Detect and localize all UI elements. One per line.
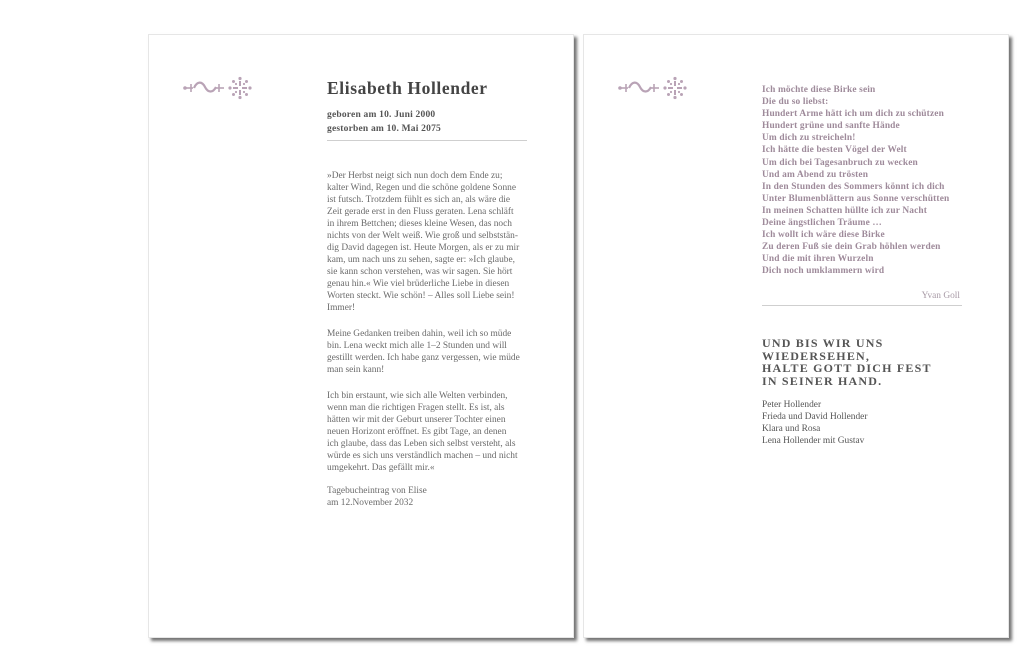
floral-ornament-icon [182,75,254,101]
heading-line: HALTE GOTT DICH FEST [762,361,932,375]
text-line: bin. Lena weckt mich alle 1–2 Stunden und will [327,341,507,351]
text-line: neuen Horizont eröffnet. Es gibt Tage, an denen [327,427,507,437]
poem-line: Ich möchte diese Birke sein [762,85,876,95]
text-line: Zeit gerade erst in den Fluss geraten. Lena schläft [327,207,514,217]
text-line: genau hin.« Wie viel brüderliche Liebe in diesen [327,279,510,289]
diary-paragraph-3 [327,390,518,474]
signature-line: am 12.November 2032 [327,498,414,508]
text-line: nichts von der Welt weiß. Wie groß und selbststän- [327,231,518,241]
text-line: Meine Gedanken treiben dahin, weil ich so müde [327,329,512,339]
text-line: Immer! [327,303,356,313]
mourner-name: Frieda und David Hollender [762,412,868,422]
poem [762,84,949,278]
text-line: hätten wir mit der Geburt unserer Tochter einen [327,415,506,425]
poem-line: Und am Abend zu trösten [762,169,869,180]
heading-line: WIEDERSEHEN, [762,348,871,363]
poem-line: Deine ängstlichen Träume … [762,218,882,229]
mourners-list [762,399,867,447]
diary-paragraph-2 [327,328,520,376]
poem-line: In meinen Schatten hüllte ich zur Nacht [762,205,928,216]
poem-line: Zu deren Fuß sie dein Grab höhlen werden [762,242,941,253]
poem-line: Um dich zu streicheln! [762,133,856,144]
right-page [583,34,1009,638]
mourner-name: Klara und Rosa [762,424,821,434]
birth-date: geboren am 10. Juni 2000 [327,110,436,120]
mourner-name: Lena Hollender mit Gustav [762,436,865,446]
text-line: würde es sich uns verständlich machen – und nicht [327,451,518,461]
floral-ornament-icon [617,75,689,101]
heading-line: IN SEINER HAND. [762,373,883,388]
heading-line: UND BIS WIR UNS [762,336,884,350]
poem-line: Ich wollt ich wäre diese Birke [762,230,885,241]
diary-paragraph-1 [327,170,519,314]
mourner-name: Peter Hollender [762,400,822,410]
death-date: gestorben am 10. Mai 2075 [327,124,441,134]
diary-signature [327,485,427,509]
poem-line: Ich hätte die besten Vögel der Welt [762,145,907,156]
poem-line: Um dich bei Tagesanbruch zu wecken [762,157,918,168]
text-line: Worten steckt. Wie schön! – Alles soll Liebe sein! [327,291,515,301]
text-line: gestillt werden. Ich habe ganz vergessen, wie müde [327,353,520,363]
farewell-heading [762,337,932,387]
text-line: »Der Herbst neigt sich nun doch dem Ende zu; [327,171,503,181]
text-line: kalter Wind, Regen und die schöne goldene Sonne [327,183,516,193]
poem-line: Die du so liebst: [762,97,829,108]
text-line: dig David dagegen ist. Heute Morgen, als er zu mir [327,243,520,253]
signature-line: Tagebucheintrag von Elise [327,486,427,496]
divider [327,140,527,141]
poem-line: Unter Blumenblättern aus Sonne verschütten [762,193,950,204]
text-line: sie kann schon verstehen, was wir sagen. Sie hört [327,267,513,277]
text-line: wenn man die richtigen Fragen stellt. Es ist, als [327,403,505,413]
poem-line: Hundert grüne und sanfte Hände [762,121,900,132]
divider [762,305,962,306]
text-line: kam, um nach uns zu sehen, sagte er: »Ich glaube, [327,255,515,265]
text-line: ich glaube, dass das Leben sich selbst versteht, als [327,439,516,449]
poem-author: Yvan Goll [921,291,960,301]
poem-line: Dich noch umklammern wird [762,266,885,277]
text-line: in ihrem Bettchen; dieses kleine Wesen, das noch [327,219,512,229]
poem-line: Hundert Arme hätt ich um dich zu schützen [762,109,944,120]
poem-line: Und die mit ihren Wurzeln [762,254,874,265]
text-line: Ich bin erstaunt, wie sich alle Welten verbinden, [327,391,508,401]
left-page [148,34,574,638]
deceased-name: Elisabeth Hollender [327,78,488,98]
text-line: ist futsch. Trotzdem fühlt es sich an, als wäre die [327,195,511,205]
text-line: man sein kann! [327,365,385,375]
life-dates [327,108,441,136]
text-line: umgekehrt. Das gefällt mir.« [327,463,435,473]
poem-line: In den Stunden des Sommers könnt ich dich [762,181,945,192]
